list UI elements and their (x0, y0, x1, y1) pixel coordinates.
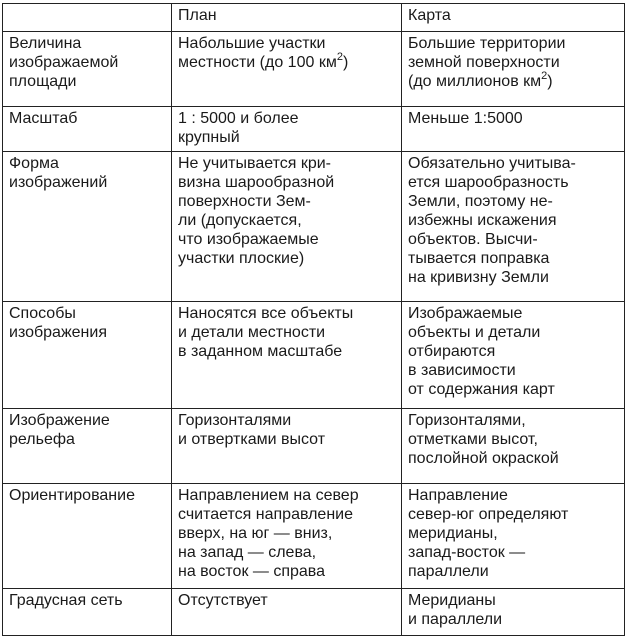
header-cell-plan: План (172, 4, 402, 32)
table-row (3, 484, 625, 589)
cell-feature: Форма изображений (3, 152, 172, 302)
cell-feature: Масштаб (3, 107, 172, 152)
cell-map-text-after: ) (547, 73, 553, 90)
superscript: 2 (541, 69, 548, 82)
cell-feature: Способы изображения (3, 302, 172, 409)
table-row (3, 152, 625, 302)
header-cell-map: Карта (402, 4, 625, 32)
cell-plan (172, 32, 402, 107)
cell-feature: Изображение рельефа (3, 409, 172, 484)
cell-map: Обязательно учитыва- ется шарообразность Земли, поэтому не- избежны искажения объектов. Высчи- тывается поправка на кривизну Земли (402, 152, 625, 302)
table-row (3, 32, 625, 107)
cell-feature: Величина изображаемой площади (3, 32, 172, 107)
cell-feature: Ориентирование (3, 484, 172, 589)
cell-plan: Наносятся все объекты и детали местности в заданном масштабе (172, 302, 402, 409)
cell-map: Меньше 1:5000 (402, 107, 625, 152)
table-row (3, 409, 625, 484)
table-row (3, 589, 625, 636)
superscript: 2 (336, 50, 343, 63)
cell-plan: Не учитывается кри- визна шарообразной поверхности Зем- ли (допускается, что изображаемые участки плоские) (172, 152, 402, 302)
cell-plan: 1 : 5000 и более крупный (172, 107, 402, 152)
comparison-table (2, 3, 625, 636)
cell-map: Изображаемые объекты и детали отбираются в зависимости от содержания карт (402, 302, 625, 409)
table-row (3, 107, 625, 152)
header-row (3, 4, 625, 32)
cell-plan-text-after: ) (342, 54, 349, 71)
cell-plan-text: Набольшие участки местности (до 100 км (178, 35, 337, 71)
cell-plan: Направлением на север считается направление вверх, на юг — вниз, на запад — слева, на восток — справа (172, 484, 402, 589)
cell-map: Меридианы и параллели (402, 589, 625, 636)
cell-plan: Отсутствует (172, 589, 402, 636)
cell-map: Горизонталями, отметками высот, послойной окраской (402, 409, 625, 484)
cell-plan: Горизонталями и отвертками высот (172, 409, 402, 484)
cell-map-text: Большие территории земной поверхности (до миллионов км (408, 35, 566, 90)
cell-feature: Градусная сеть (3, 589, 172, 636)
table-row (3, 302, 625, 409)
header-cell-feature (3, 4, 172, 32)
cell-map: Направление север-юг определяют меридианы, запад-восток — параллели (402, 484, 625, 589)
cell-map (402, 32, 625, 107)
